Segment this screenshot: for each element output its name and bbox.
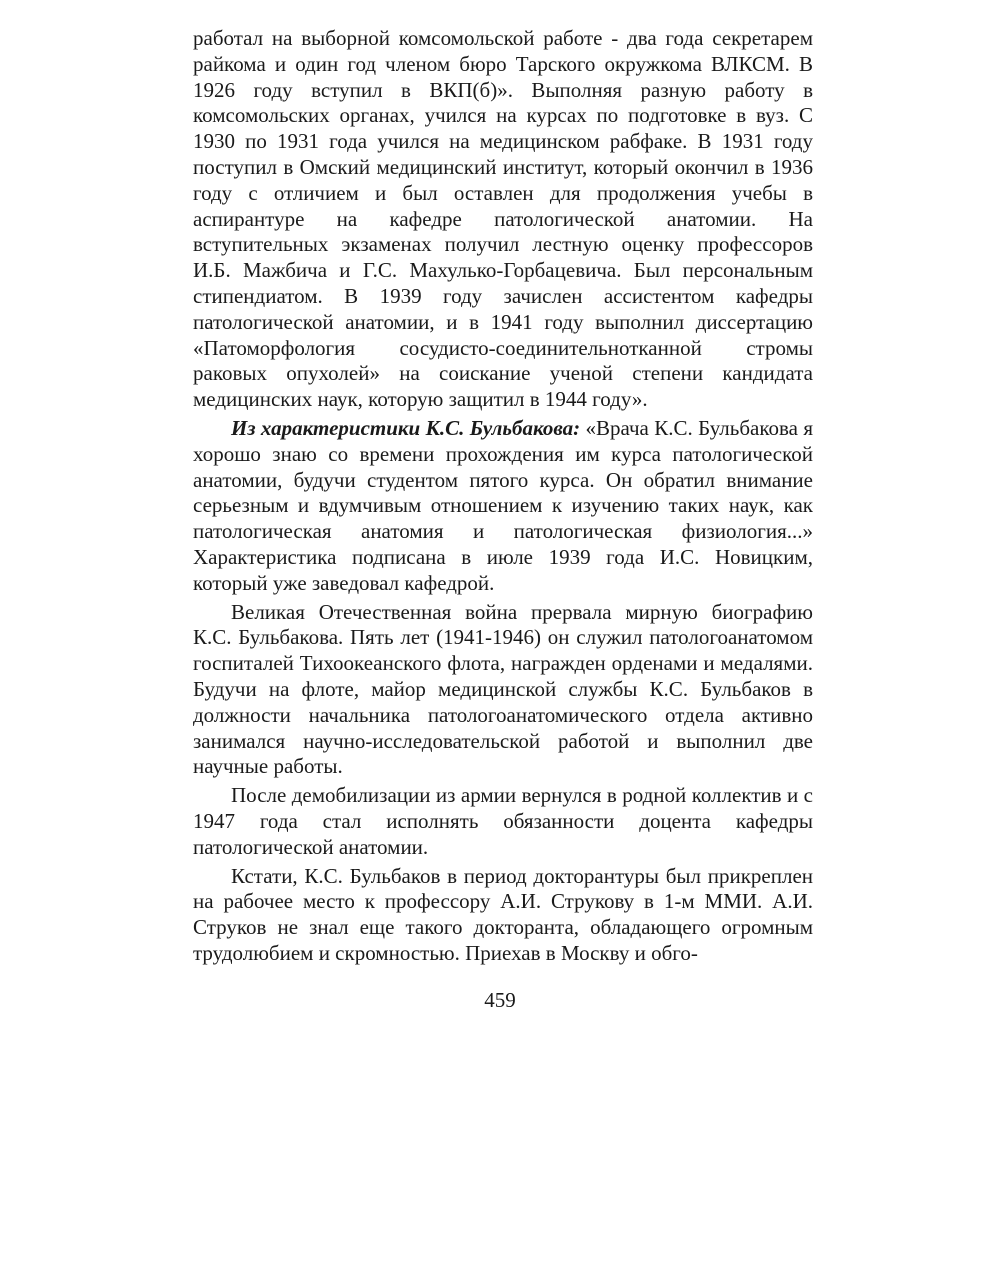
paragraph-4 (193, 783, 813, 860)
paragraph-2-lead: Из характеристики К.С. Бульбакова: (231, 415, 581, 440)
paragraph-3-text: Великая Отечественная война прервала мирную биографию К.С. Бульбакова. Пять лет (1941-1946) он служил патологоанатомом госпиталей Тихоокеанского флота, награжден орденами и медалями. Будучи на флоте, майор медицинской службы К.С. Бульбаков в должности начальника патологоанатомического отдела активно занимался научно-исследовательской работой и выполнил две научные работы. (193, 599, 813, 779)
paragraph-2 (193, 416, 813, 597)
paragraph-5-text: Кстати, К.С. Бульбаков в период докторантуры был прикреплен на рабочее место к профессору А.И. Струкову в 1-м ММИ. А.И. Струков не знал еще такого докторанта, обладающего огромным трудолюбием и скромностью. Приехав в Москву и обго- (193, 863, 813, 965)
paragraph-4-text: После демобилизации из армии вернулся в родной коллектив и с 1947 года стал исполнять обязанности доцента кафедры патологической анатомии. (193, 783, 813, 859)
paragraph-2-text: «Врача К.С. Бульбакова я хорошо знаю со времени прохождения им курса патологической анатомии, будучи студентом пятого курса. Он обратил внимание серьезным и вдумчивым отношением к изучению таких наук, как патологическая анатомия и патологическая физиология...» Характеристика подписана в июле 1939 года И.С. Новицким, который уже заведовал кафедрой. (193, 415, 814, 595)
paragraph-3 (193, 600, 813, 781)
paragraph-5 (193, 864, 813, 967)
paragraph-1-text: работал на выборной комсомольской работе - два года секретарем райкома и один год членом бюро Тарского окружкома ВЛКСМ. В 1926 году вступил в ВКП(б)». Выполняя разную работу в комсомольских органах, учился на курсах по подготовке в вуз. С 1930 по 1931 года учился на медицинском рабфаке. В 1931 году поступил в Омский медицинский институт, который окончил в 1936 году с отличием и был оставлен для продолжения учебы в аспирантуре на кафедре патологической анатомии. На вступительных экзаменах получил лестную оценку профессоров И.Б. Мажбича и Г.С. Махулько-Горбацевича. Был персональным стипендиатом. В 1939 году зачислен ассистентом кафедры патологической анатомии, и в 1941 году выполнил диссертацию «Патоморфология сосудисто-соединительнотканной стромы раковых опухолей» на соискание ученой степени кандидата медицинских наук, которую защитил в 1944 году». (193, 26, 813, 412)
paragraph-1 (193, 26, 813, 413)
page-number: 459 (484, 988, 516, 1012)
page-body (193, 26, 813, 970)
